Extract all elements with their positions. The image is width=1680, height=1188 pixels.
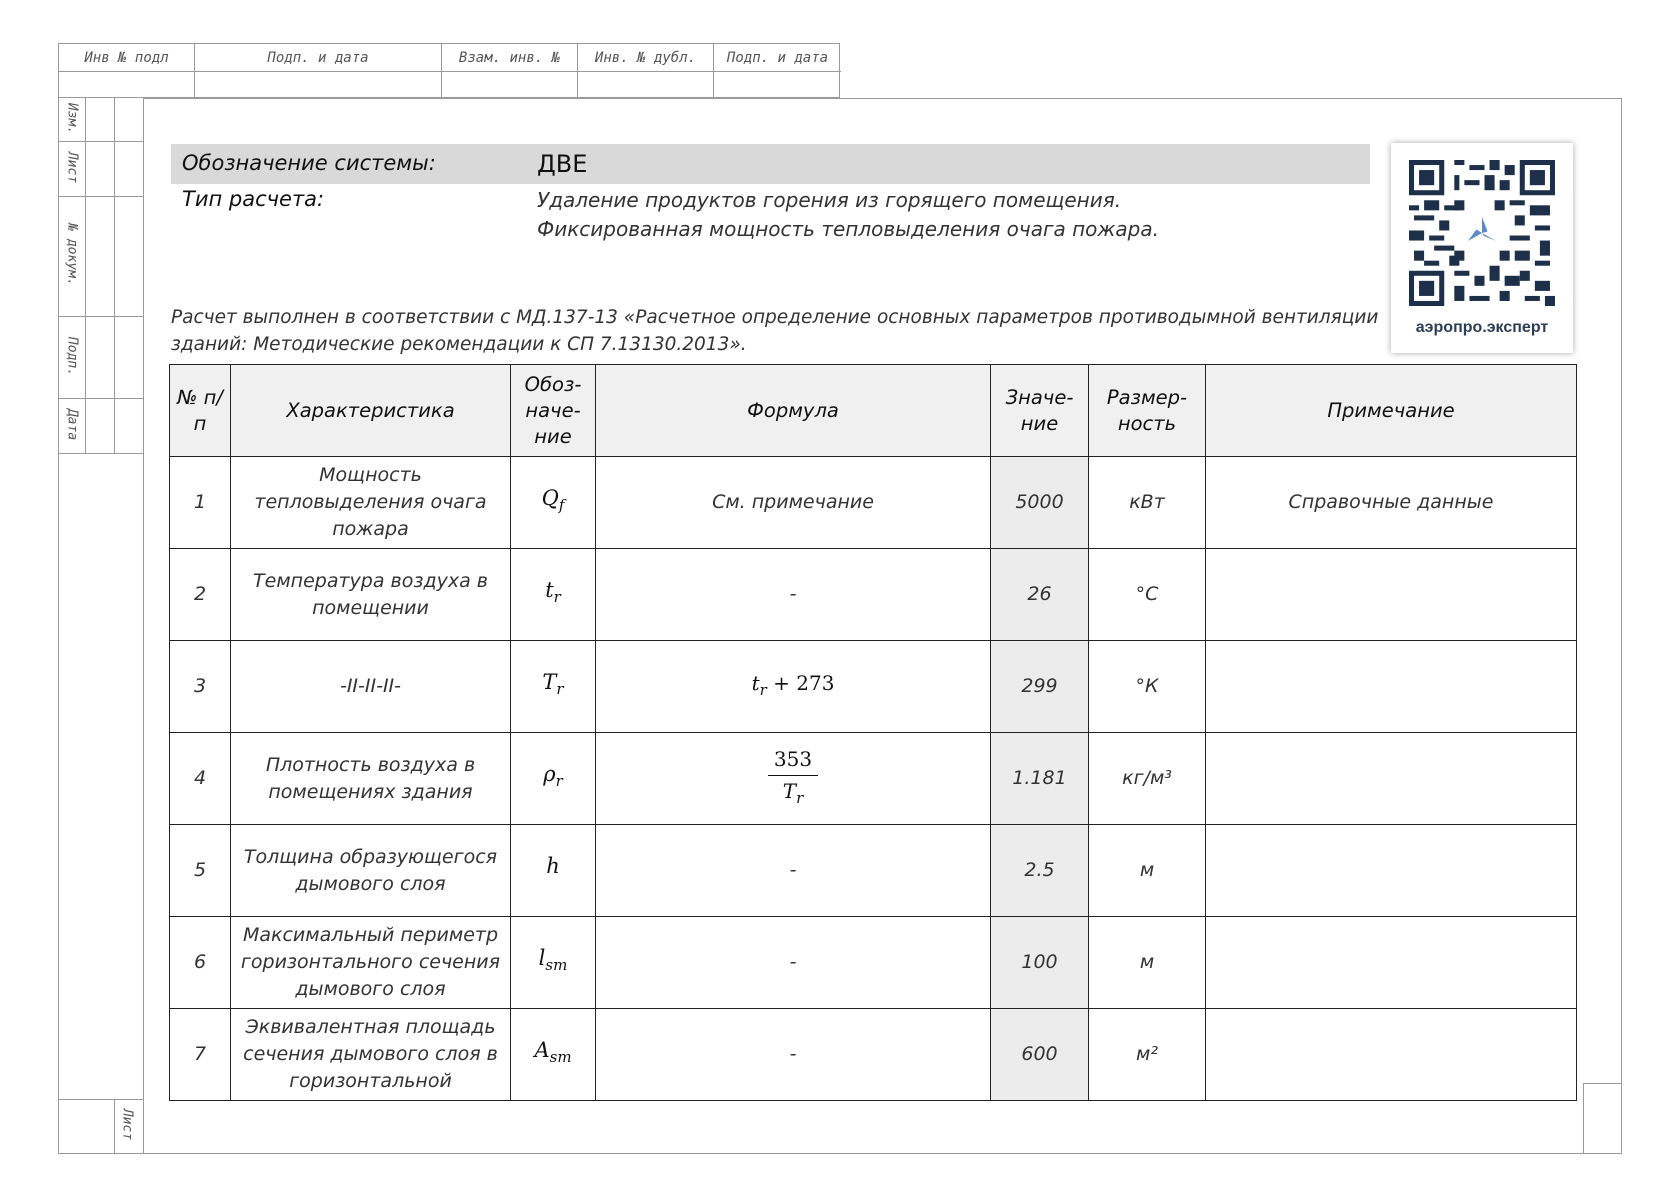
cell-char: Толщина образующегося дымового слоя	[231, 825, 511, 917]
cell-sym: $t_r$	[511, 549, 596, 641]
cell-unit: м	[1089, 917, 1206, 1009]
cell-sym: h	[511, 825, 596, 917]
cell-value: 26	[991, 549, 1089, 641]
system-value: ДВЕ	[537, 150, 588, 178]
stamp-podp-data-1: Подп. и дата	[195, 44, 442, 71]
frame-left	[58, 43, 59, 1154]
table-row	[170, 457, 1577, 549]
cell-sym: $\rho_r$	[511, 733, 596, 825]
cell-formula: -	[596, 549, 991, 641]
side-list-bottom: Лист	[119, 1108, 135, 1141]
cell-value: 2.5	[991, 825, 1089, 917]
cell-value: 100	[991, 917, 1089, 1009]
stamp-vzam-inv: Взам. инв. №	[442, 44, 578, 71]
frame-right	[1621, 98, 1622, 1153]
cell-note	[1206, 917, 1577, 1009]
stamp-field-2	[195, 71, 442, 98]
corner-box-h	[1583, 1083, 1622, 1084]
cell-formula: См. примечание	[596, 457, 991, 549]
cell-sym: $Q_f$	[511, 457, 596, 549]
stamp-inv-podl: Инв № подл	[59, 44, 195, 71]
qr-caption: аэропро.эксперт	[1415, 319, 1549, 336]
cell-num: 3	[170, 641, 231, 733]
cell-unit: °К	[1089, 641, 1206, 733]
table-row	[170, 1009, 1577, 1101]
cell-sym: $A_{sm}$	[511, 1009, 596, 1101]
stamp-podp-data-2: Подп. и дата	[726, 49, 829, 66]
side-n-dokum: № докум.	[64, 223, 80, 286]
th-unit: Размер- ность	[1089, 365, 1206, 457]
th-note: Примечание	[1206, 365, 1577, 457]
th-char: Характеристика	[231, 365, 511, 457]
side-izm: Изм.	[64, 102, 80, 135]
cell-unit: кВт	[1089, 457, 1206, 549]
th-sym: Обоз- наче- ние	[511, 365, 596, 457]
cell-unit: м²	[1089, 1009, 1206, 1101]
qr-code[interactable]	[1391, 143, 1573, 353]
cell-char: Плотность воздуха в помещениях здания	[231, 733, 511, 825]
table-header-row	[170, 365, 1577, 457]
stamp-field-3	[442, 71, 578, 98]
strip-bottom-h	[58, 1099, 143, 1100]
top-stamp	[58, 43, 840, 98]
cell-sym: $l_{sm}$	[511, 917, 596, 1009]
cell-sym: $T_r$	[511, 641, 596, 733]
cell-value: 600	[991, 1009, 1089, 1101]
cell-num: 6	[170, 917, 231, 1009]
frame-top	[143, 98, 1622, 99]
table-row	[170, 825, 1577, 917]
stamp-field-1	[59, 71, 195, 98]
cell-num: 7	[170, 1009, 231, 1101]
strip-h2	[58, 196, 143, 197]
frame-inner-left	[143, 98, 144, 1154]
cell-formula: -	[596, 825, 991, 917]
strip-divider-2	[114, 98, 115, 453]
cell-note	[1206, 641, 1577, 733]
side-data: Дата	[64, 408, 80, 441]
system-label: Обозначение системы:	[182, 151, 436, 175]
type-label: Тип расчета:	[182, 187, 325, 211]
cell-note	[1206, 733, 1577, 825]
side-list: Лист	[64, 151, 80, 184]
table-row	[170, 733, 1577, 825]
cell-formula: $\frac{353}{T_r}$	[596, 733, 991, 825]
frame-bottom	[58, 1153, 1622, 1154]
cell-value: 299	[991, 641, 1089, 733]
stamp-field-4	[578, 71, 714, 98]
cell-note	[1206, 1009, 1577, 1101]
cell-char: Мощность тепловыделения очага пожара	[231, 457, 511, 549]
cell-num: 2	[170, 549, 231, 641]
th-value: Значе- ние	[991, 365, 1089, 457]
stamp-inv-dubl: Инв. № дубл.	[578, 44, 714, 71]
corner-box-v	[1583, 1083, 1584, 1153]
strip-h3	[58, 316, 143, 317]
cell-char: Температура воздуха в помещении	[231, 549, 511, 641]
type-line1: Удаление продуктов горения из горящего помещения.	[537, 188, 1122, 212]
cell-formula: -	[596, 917, 991, 1009]
table-row	[170, 641, 1577, 733]
cell-char: -II-II-II-	[231, 641, 511, 733]
cell-char: Максимальный периметр горизонтального сечения дымового слоя	[231, 917, 511, 1009]
cell-value: 1.181	[991, 733, 1089, 825]
cell-num: 4	[170, 733, 231, 825]
cell-unit: кг/м³	[1089, 733, 1206, 825]
cell-note	[1206, 549, 1577, 641]
qr-code-icon	[1409, 160, 1555, 306]
side-podp: Подп.	[64, 336, 80, 377]
strip-h5	[58, 453, 143, 454]
cell-formula: -	[596, 1009, 991, 1101]
cell-char: Эквивалентная площадь сечения дымового слоя в горизонтальной	[231, 1009, 511, 1101]
stamp-field-5	[714, 71, 841, 98]
cell-unit: °С	[1089, 549, 1206, 641]
th-num: № п/п	[170, 365, 231, 457]
type-line2: Фиксированная мощность тепловыделения очага пожара.	[537, 217, 1159, 241]
cell-num: 5	[170, 825, 231, 917]
th-formula: Формула	[596, 365, 991, 457]
table-row	[170, 917, 1577, 1009]
cell-value: 5000	[991, 457, 1089, 549]
cell-note: Справочные данные	[1206, 457, 1577, 549]
cell-unit: м	[1089, 825, 1206, 917]
strip-h1	[58, 141, 143, 142]
strip-divider-1	[85, 98, 86, 453]
cell-num: 1	[170, 457, 231, 549]
cell-note	[1206, 825, 1577, 917]
table-row	[170, 549, 1577, 641]
strip-bottom-v	[114, 1099, 115, 1154]
cell-formula: $t_r + 273$	[596, 641, 991, 733]
calc-table	[169, 364, 1577, 1101]
intro-text: Расчет выполнен в соответствии с МД.137-13 «Расчетное определение основных параметров противодымной вентиляции зданий: Методические рекомендации к СП 7.13130.2013».	[171, 307, 1379, 355]
